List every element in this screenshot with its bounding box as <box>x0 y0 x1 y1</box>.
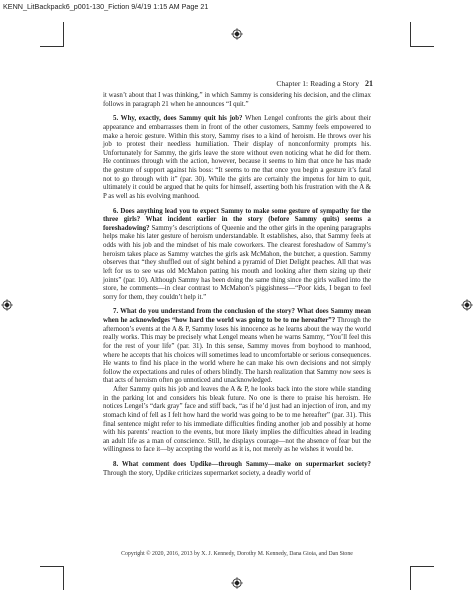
crop-mark-top-left <box>63 22 64 46</box>
paragraph-text: After Sammy quits his job and leaves the A & P, he looks back into the store while standing in the parking lot and considers his bleak future. No one is there to praise his heroism. He notices Lengel’s “dark gray” face and stiff back, “as if he’d just had an injection of iron, and my stomach kind of fell as I felt how hard the world was going to be to me hereafter” (par. 31). This final sentence might refer to his immediate difficulties finding another job and possibly at home with his parents’ reaction to the events, but more likely implies the difficulties ahead in leading an adult life as a man of conscience. Still, he displays courage—not the absence of fear but the willingness to face it—by accepting the world as it is, not merely as he wishes it would be. <box>103 386 371 454</box>
copyright-footer: Copyright © 2020, 2016, 2013 by X. J. Kennedy, Dorothy M. Kennedy, Dana Gioia, and Dan Stone <box>121 551 353 557</box>
answer-text: Through the afternoon’s events at the A & P, Sammy loses his innocence as he learns about the way the world really works. This may be precisely what Lengel means when he warns Sammy, “You’ll feel this for the rest of your life” (par. 31). In this sense, Sammy moves from boyhood to manhood, where he accepts that his choices will sometimes lead to uncomfortable or serious consequences. He wants to find his place in the world where he can make his own decisions and not simply follow the expectations and rules of others blindly. The harsh realization that Sammy now sees is that acts of heroism often go unnoticed and unacknowledged. <box>103 317 371 385</box>
answer-text: Through the story, Updike criticizes supermarket society, a deadly world of <box>103 469 311 477</box>
crop-mark-bottom-left-h <box>40 566 64 567</box>
crop-mark-top-right <box>410 22 411 46</box>
paragraph <box>103 386 371 455</box>
crop-mark-bottom-right-h <box>410 566 434 567</box>
crop-mark-bottom-right <box>410 566 411 590</box>
question-paragraph <box>103 308 371 386</box>
running-head <box>276 79 373 88</box>
body-text <box>103 92 371 478</box>
question-paragraph <box>103 115 371 201</box>
page-number: 21 <box>365 79 373 88</box>
question-lead: 7. What do you understand from the conclusion of the story? What does Sammy mean when he acknowledges “how hard the world was going to be to me hereafter”? <box>103 308 371 324</box>
registration-mark-top-icon <box>231 28 243 40</box>
question-lead: 8. What comment does Updike—through Sammy—make on supermarket society? <box>113 461 371 468</box>
crop-mark-top-right-h <box>410 46 434 47</box>
registration-mark-bottom-icon <box>231 577 243 589</box>
registration-mark-left-icon <box>1 299 13 311</box>
paragraph-text: it wasn’t about that I was thinking,” in which Sammy is considering his decision, and the climax follows in paragraph 21 when he announces “I quit.” <box>103 92 371 108</box>
answer-text: When Lengel confronts the girls about their appearance and embarrasses them in front of the other customers, Sammy feels empowered to make a heroic gesture. Within this story, Sammy rises to a kind of heroism. He throws over his job to protest their needless humiliation. Their display of nonconformity prompts his. Unfortunately for Sammy, the girls leave the store without even noticing what he did for them. He continues through with the action, however, because it seems to him that once he has made the gesture of support against his boss: “It seems to me that once you begin a gesture it’s fatal not to go through with it” (par. 30). While the girls are certainly the impetus for him to quit, ultimately it could be argued that he quits for himself, asserting both his frustration with the A & P as well as his evolving manhood. <box>103 115 371 200</box>
answer-text: Sammy’s descriptions of Queenie and the other girls in the opening paragraphs helps make his later gesture of heroism understandable. It establishes, also, that Sammy feels at odds with his job and the mindset of his male coworkers. The clearest foreshadow of Sammy’s heroism takes place as Sammy watches the girls ask McMahon, the butcher, a question. Sammy observes that “they shuffled out of sight behind a pyramid of Diet Delight peaches. All that was left for us to see was old McMahon patting his mouth and looking after them sizing up their joints” (par. 10). Although Sammy has been doing the same thing since the girls walked into the store, he comments—in clear contrast to McMahon’s piggishness—“Poor kids, I began to feel sorry for them, they couldn’t help it.” <box>103 224 371 301</box>
print-slug: KENN_LitBackpack6_p001-130_Fiction 9/4/19 1:15 AM Page 21 <box>3 2 209 11</box>
crop-mark-bottom-left <box>63 566 64 590</box>
question-paragraph <box>103 208 371 303</box>
question-lead: 5. Why, exactly, does Sammy quit his job? <box>113 115 243 123</box>
question-lead: 6. Does anything lead you to expect Sammy to make some gesture of sympathy for the three girls? What incident earlier in the story (before Sammy quits) seems a foreshadowing? <box>103 207 371 232</box>
question-paragraph <box>103 461 371 478</box>
registration-mark-right-icon <box>461 299 473 311</box>
chapter-title: Chapter 1: Reading a Story <box>276 79 359 88</box>
crop-mark-top-left-h <box>40 46 64 47</box>
paragraph <box>103 92 371 109</box>
